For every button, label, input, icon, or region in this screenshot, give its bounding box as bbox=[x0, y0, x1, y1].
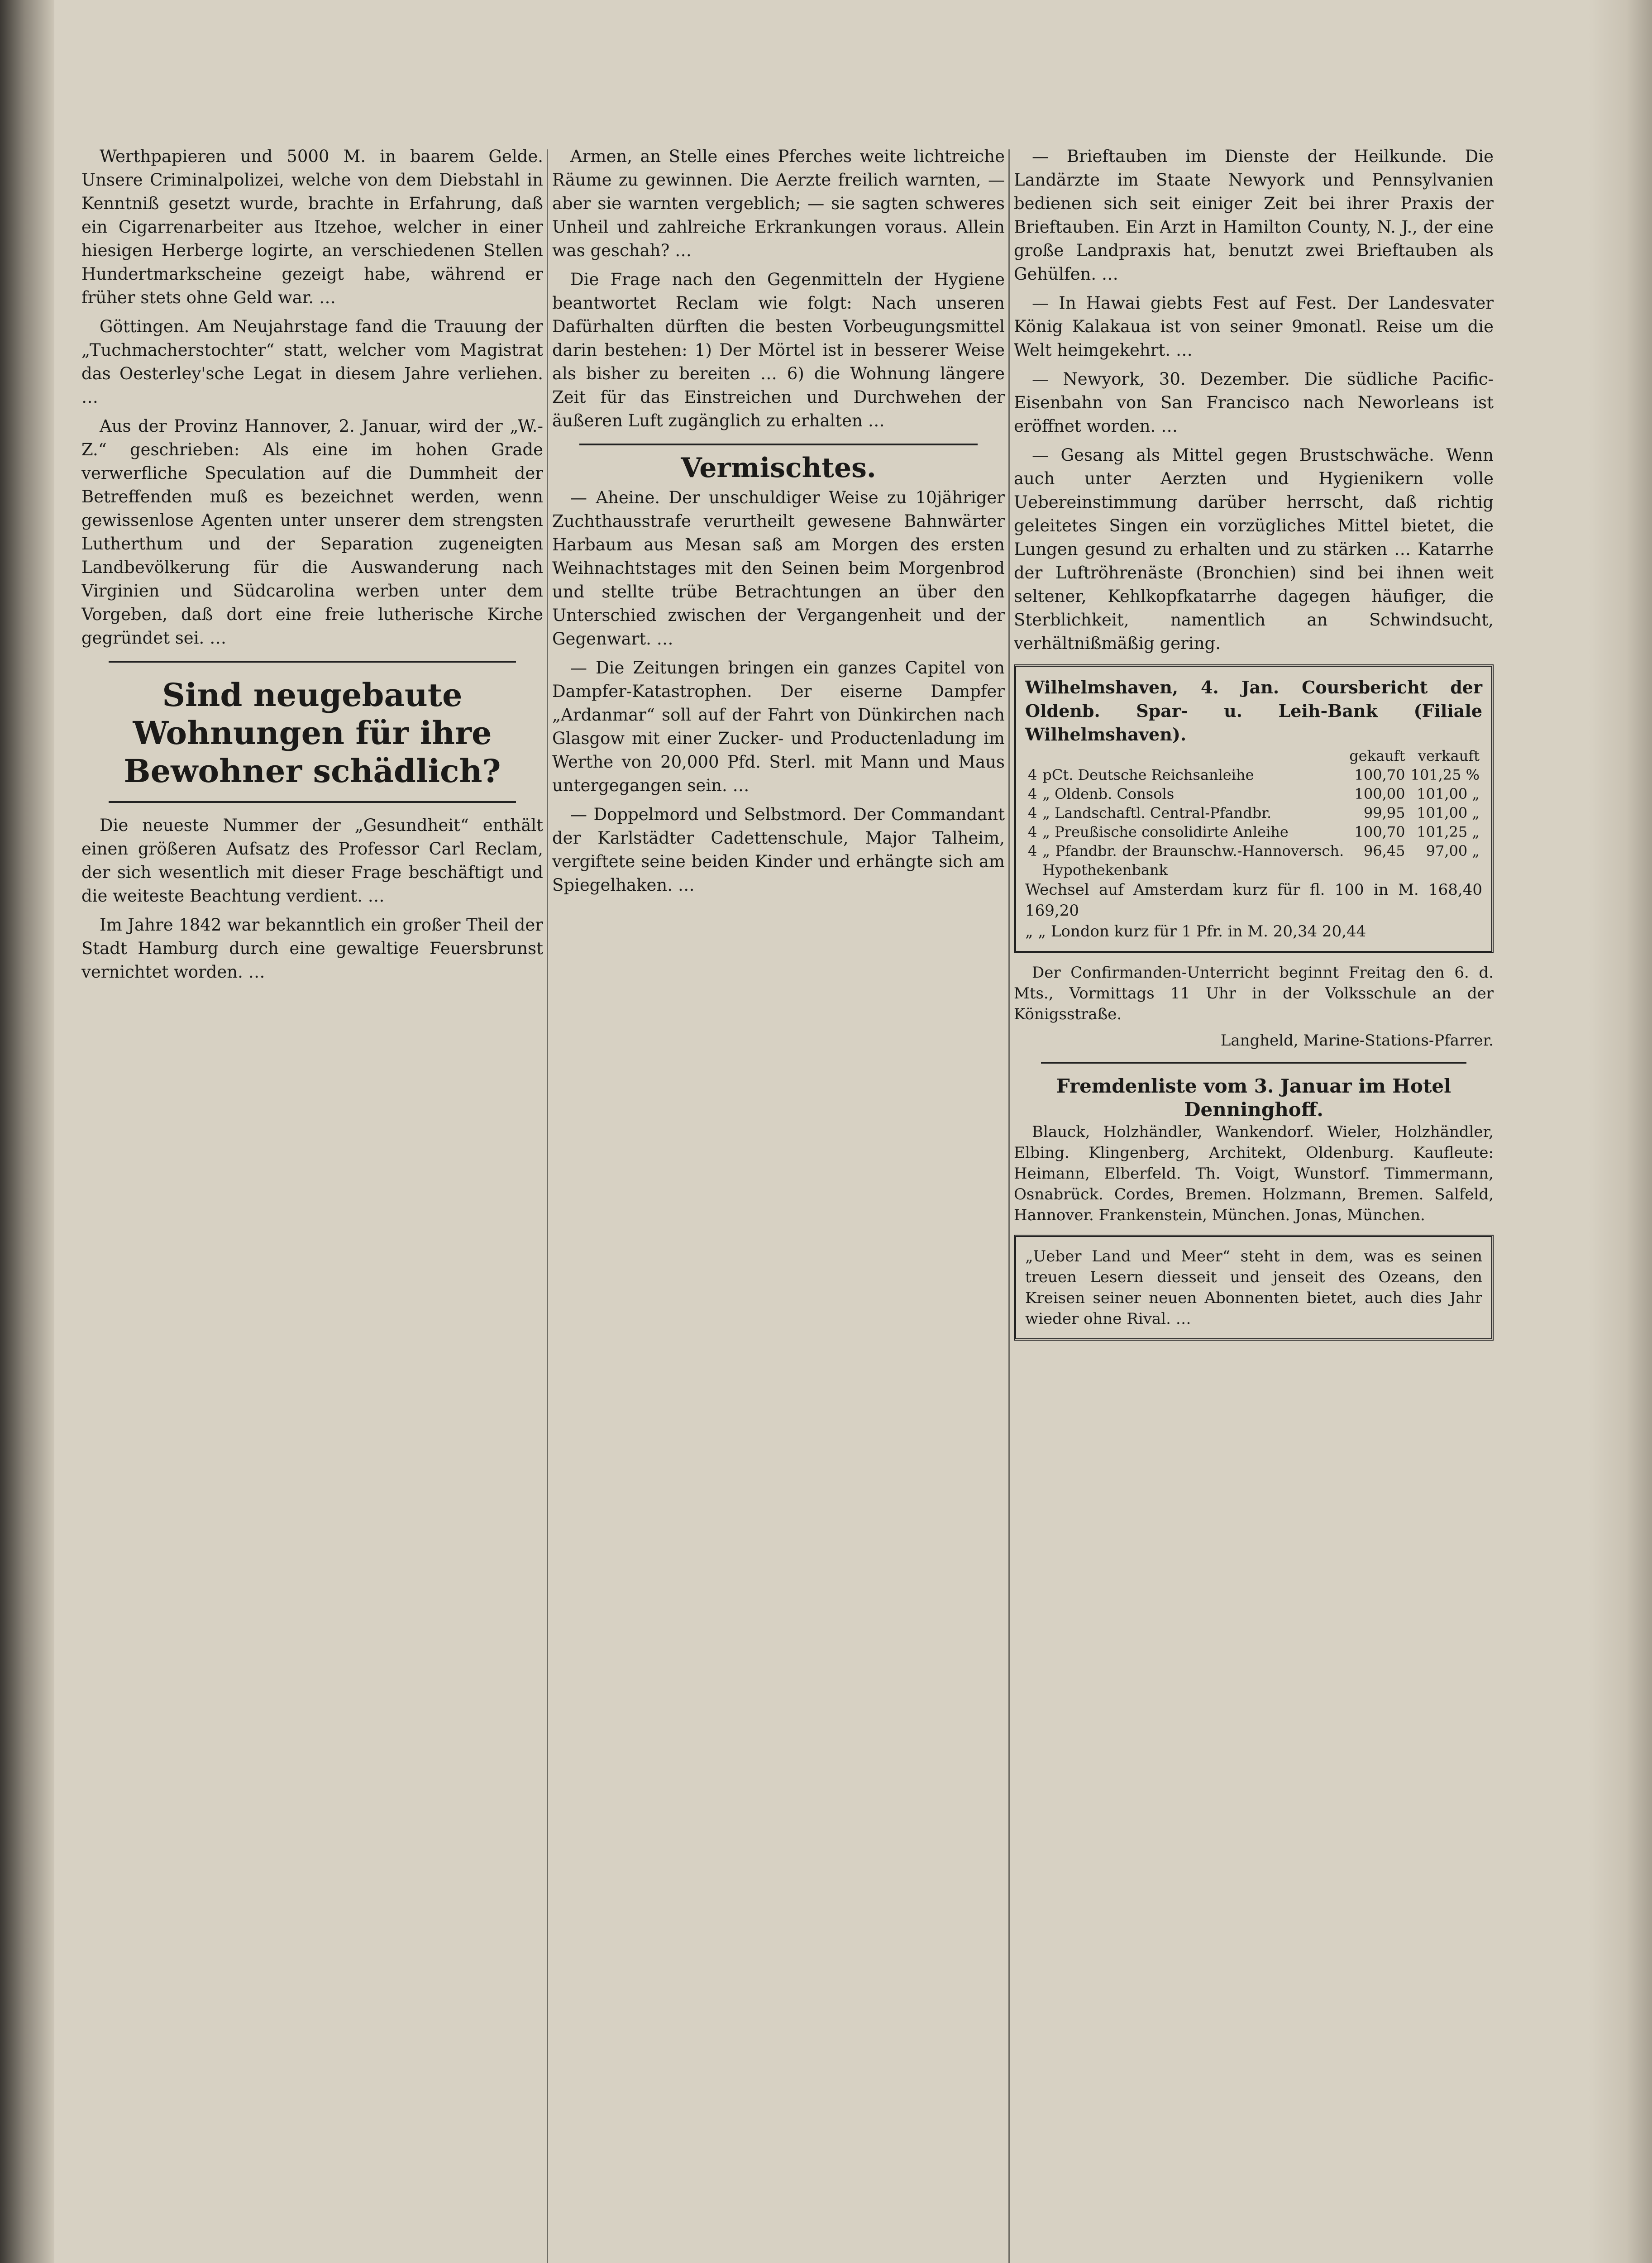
column-2 bbox=[552, 145, 1005, 2263]
column-3 bbox=[1014, 145, 1494, 2263]
table-cell: 4 bbox=[1028, 804, 1037, 821]
finance-title: Wilhelmshaven, 4. Jan. Coursbericht der Oldenb. Spar- u. Leih-Bank (Filiale Wilhelmshaven). bbox=[1025, 677, 1482, 745]
table-row bbox=[1025, 765, 1482, 784]
column-header: verkauft bbox=[1418, 747, 1480, 764]
table-row bbox=[1025, 784, 1482, 803]
article-paragraph: Die neueste Nummer der „Gesundheit“ enthält einen größeren Aufsatz des Professor Carl Reclam, der sich wesentlich mit dieser Frage beschäftigt und die weiteste Beachtung verdient. … bbox=[81, 816, 543, 906]
article-paragraph: Göttingen. Am Neujahrstage fand die Trauung der „Tuchmacherstochter“ statt, welcher vom Magistrat das Oesterley'sche Legat in diesem Jahre verliehen. … bbox=[81, 317, 543, 407]
column-rule bbox=[547, 149, 548, 2263]
article-paragraph: Im Jahre 1842 war bekanntlich ein großer Theil der Stadt Hamburg durch eine gewaltige Feuersbrunst vernichtet worden. … bbox=[81, 915, 543, 982]
article-paragraph: — Brieftauben im Dienste der Heilkunde. Die Landärzte im Staate Newyork und Pennsylvanien bedienen sich seit einiger Zeit bei ihrer Praxis der Brieftauben. Ein Arzt in Hamilton County, N. J., der eine große Landpraxis hat, benutzt zwei Brieftauben als Gehülfen. … bbox=[1014, 147, 1494, 284]
separator bbox=[109, 801, 516, 803]
separator bbox=[1041, 1062, 1466, 1064]
table-header-row bbox=[1025, 746, 1482, 765]
separator bbox=[109, 661, 516, 663]
column-header: gekauft bbox=[1349, 747, 1405, 764]
table-cell: pCt. Deutsche Reichsanleihe bbox=[1042, 766, 1254, 783]
table-row bbox=[1025, 822, 1482, 841]
article-paragraph: — Die Zeitungen bringen ein ganzes Capitel von Dampfer-Katastrophen. Der eiserne Dampfer „Ardanmar“ soll auf der Fahrt von Dünkirchen nach Glasgow mit einer Zucker- und Productenladung im Werthe von 20,000 Pfd. Sterl. mit Mann und Maus untergegangen sein. … bbox=[552, 658, 1005, 795]
table-cell: 101,00 „ bbox=[1417, 804, 1480, 821]
table-cell: „ Preußische consolidirte Anleihe bbox=[1042, 823, 1289, 840]
guest-list: Blauck, Holzhändler, Wankendorf. Wieler, Holzhändler, Elbing. Klingenberg, Architekt, Oldenburg. Kaufleute: Heimann, Elberfeld. Th. Voigt, Wunstorf. Timmermann, Osnabrück. Cordes, Bremen. Holzmann, Bremen. Salfeld, Hannover. Frankenstein, München. Jonas, München. bbox=[1014, 1123, 1494, 1224]
notice: Der Confirmanden-Unterricht beginnt Freitag den 6. d. Mts., Vormittags 11 Uhr in der Volksschule an der Königsstraße. bbox=[1014, 964, 1494, 1023]
table-cell: 96,45 bbox=[1363, 842, 1405, 859]
article-paragraph: Armen, an Stelle eines Pferches weite lichtreiche Räume zu gewinnen. Die Aerzte freilich warnten, — aber sie warnten vergeblich; — sie sagten schweres Unheil und zahlreiche Erkrankungen voraus. Allein was geschah? … bbox=[552, 147, 1005, 260]
table-cell: 100,00 bbox=[1354, 785, 1405, 802]
finance-report bbox=[1014, 664, 1494, 953]
table-cell: 101,25 „ bbox=[1417, 823, 1480, 840]
table-cell: „ Pfandbr. der Braunschw.-Hannoversch. Hypothekenbank bbox=[1042, 842, 1344, 878]
article-paragraph: — In Hawai giebts Fest auf Fest. Der Landesvater König Kalakaua ist von seiner 9monatl. Reise um die Welt heimgekehrt. … bbox=[1014, 293, 1494, 360]
table-cell: 100,70 bbox=[1354, 766, 1405, 783]
notice-signature: Langheld, Marine-Stations-Pfarrer. bbox=[1220, 1031, 1494, 1050]
table-cell: „ Landschaftl. Central-Pfandbr. bbox=[1042, 804, 1272, 821]
table-cell: 100,70 bbox=[1354, 823, 1405, 840]
section-heading: Vermischtes. bbox=[681, 452, 876, 484]
table-cell: 4 bbox=[1028, 766, 1037, 783]
article-paragraph: — Aheine. Der unschuldiger Weise zu 10jähriger Zuchthausstrafe verurtheilt gewesene Bahnwärter Harbaum aus Mesan saß am Morgen des ersten Weihnachtstages mit den Seinen beim Morgenbrod und stellte trübe Betrachtungen an über den Unterschied zwischen der Vergangenheit und der Gegenwart. … bbox=[552, 488, 1005, 649]
table-row bbox=[1025, 803, 1482, 822]
table-cell: 4 bbox=[1028, 842, 1037, 859]
table-cell: 97,00 „ bbox=[1426, 842, 1480, 859]
article-paragraph: — Gesang als Mittel gegen Brustschwäche. Wenn auch unter Aerzten und Hygienikern volle Uebereinstimmung darüber herrscht, daß richtig geleitetes Singen ein vorzügliches Mittel bietet, die Lungen gesund zu erhalten und zu stärken … Katarrhe der Luftröhrenäste (Bronchien) sind bei ihnen weit seltener, Kehlkopfkatarrhe dagegen häufiger, die Sterblichkeit, namentlich an Schwindsucht, verhältnißmäßig gering. bbox=[1014, 445, 1494, 653]
table-cell: „ Oldenb. Consols bbox=[1042, 785, 1175, 802]
table-cell: 101,00 „ bbox=[1417, 785, 1480, 802]
ad-text: „Ueber Land und Meer“ steht in dem, was es seinen treuen Lesern diesseit und jenseit des Ozeans, den Kreisen seiner neuen Abonnenten bietet, auch dies Jahr wieder ohne Rival. … bbox=[1025, 1247, 1482, 1328]
exchange-line: Wechsel auf Amsterdam kurz für fl. 100 in M. 168,40 169,20 bbox=[1025, 881, 1482, 920]
article-paragraph: Aus der Provinz Hannover, 2. Januar, wird der „W.-Z.“ geschrieben: Als eine im hohen Grade verwerfliche Speculation auf die Dummheit der Betreffenden muß es bezeichnet werden, wenn gewissenlose Agenten unter unserer dem strengsten Lutherthum und der Separation zugeneigten Landbevölkerung für die Auswanderung nach Virginien und Südcarolina werben unter dem Vorgeben, daß dort eine freie lutherische Kirche gegründet sei. … bbox=[81, 416, 543, 648]
headline: Sind neugebaute Wohnungen für ihre Bewohner schädlich? bbox=[124, 676, 501, 790]
column-1 bbox=[81, 145, 543, 2263]
table-row bbox=[1025, 841, 1482, 879]
article-paragraph: Die Frage nach den Gegenmitteln der Hygiene beantwortet Reclam wie folgt: Nach unseren Dafürhalten dürften die besten Vorbeugungsmittel darin bestehen: 1) Der Mörtel ist in besserer Weise als bisher zu bereiten … 6) die Wohnung längere Zeit für das Einstreichen und Durchwehen der äußeren Luft zugänglich zu erhalten … bbox=[552, 270, 1005, 430]
article-paragraph: — Newyork, 30. Dezember. Die südliche Pacific-Eisenbahn von San Francisco nach Neworleans ist eröffnet worden. … bbox=[1014, 369, 1494, 436]
table-cell: 101,25 % bbox=[1410, 766, 1480, 783]
finance-table bbox=[1025, 746, 1482, 879]
book-binding bbox=[0, 0, 54, 2263]
page-edge bbox=[1589, 0, 1652, 2263]
table-cell: 99,95 bbox=[1363, 804, 1405, 821]
table-cell: 4 bbox=[1028, 785, 1037, 802]
exchange-line: „ „ London kurz für 1 Pfr. in M. 20,34 20,44 bbox=[1025, 922, 1366, 941]
article-paragraph: Werthpapieren und 5000 M. in baarem Gelde. Unsere Criminalpolizei, welche von dem Diebstahl in Kenntniß gesetzt wurde, brachte in Erfahrung, daß ein Cigarrenarbeiter aus Itzehoe, welcher in einer hiesigen Herberge logirte, an verschiedenen Stellen Hundertmarkscheine gezeigt habe, während er früher stets ohne Geld war. … bbox=[81, 147, 543, 307]
separator bbox=[579, 444, 978, 445]
table-cell: 4 bbox=[1028, 823, 1037, 840]
advertisement bbox=[1014, 1235, 1494, 1341]
guest-list-title: Fremdenliste vom 3. Januar im Hotel Denninghoff. bbox=[1056, 1075, 1451, 1121]
column-rule bbox=[1008, 149, 1010, 2263]
article-paragraph: — Doppelmord und Selbstmord. Der Commandant der Karlstädter Cadettenschule, Major Talheim, vergiftete seine beiden Kinder und erhängte sich am Spiegelhaken. … bbox=[552, 805, 1005, 895]
